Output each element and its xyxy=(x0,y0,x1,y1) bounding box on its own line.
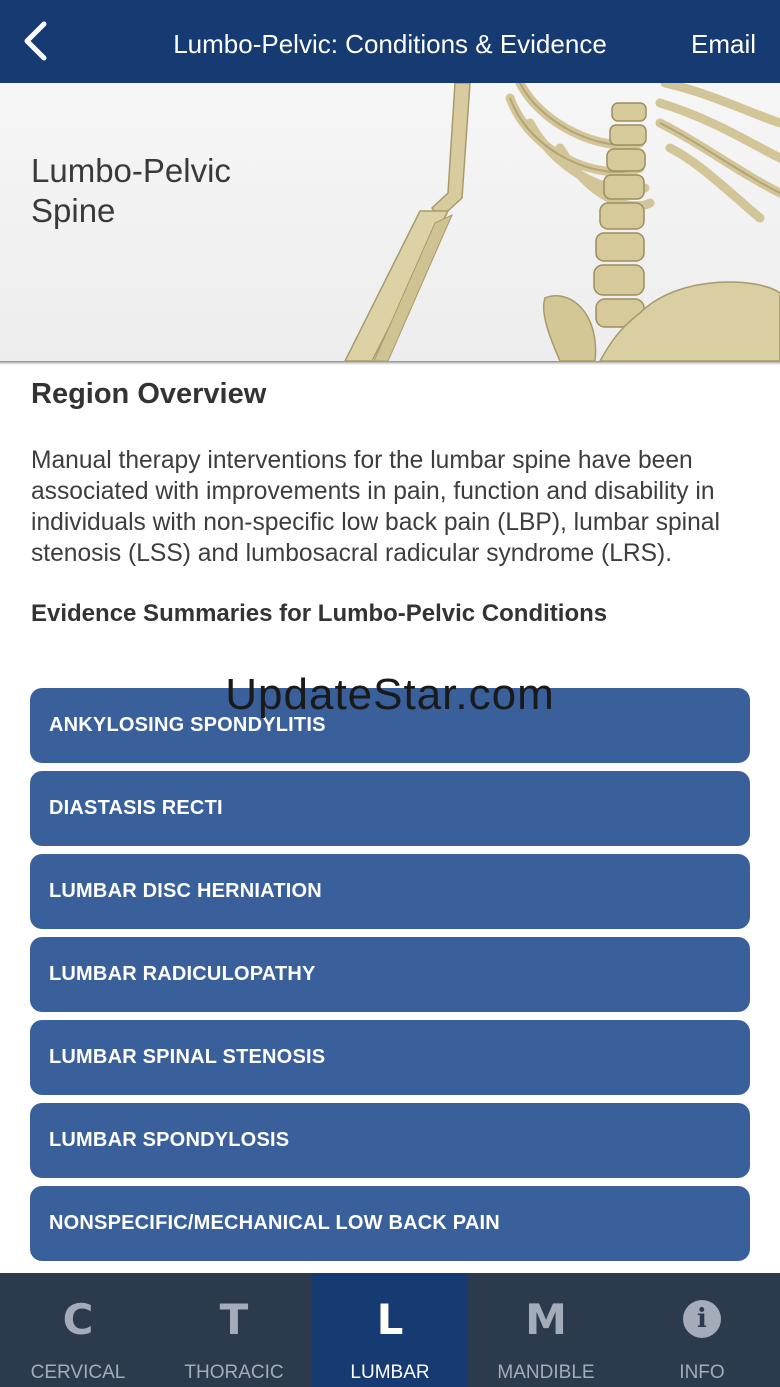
info-icon: i xyxy=(683,1300,721,1338)
tab-cervical[interactable] xyxy=(0,1273,156,1387)
tab-label: LUMBAR xyxy=(350,1362,430,1383)
region-title: Lumbo-Pelvic Spine xyxy=(31,152,231,229)
hero-banner xyxy=(0,83,780,361)
tab-thoracic[interactable] xyxy=(156,1273,312,1387)
condition-button-lumbar-radiculopathy[interactable]: LUMBAR RADICULOPATHY xyxy=(30,937,750,1012)
conditions-list xyxy=(30,688,750,1269)
tab-lumbar[interactable] xyxy=(312,1273,468,1387)
condition-button-lumbar-spondylosis[interactable]: LUMBAR SPONDYLOSIS xyxy=(30,1103,750,1178)
chevron-left-icon xyxy=(18,18,58,66)
tab-mandible[interactable] xyxy=(468,1273,624,1387)
tab-bar xyxy=(0,1273,780,1387)
thoracic-t-icon: T xyxy=(219,1295,249,1344)
tab-label: CERVICAL xyxy=(30,1362,126,1383)
condition-button-lumbar-disc-herniation[interactable]: LUMBAR DISC HERNIATION xyxy=(30,854,750,929)
navigation-bar xyxy=(0,0,780,83)
condition-button-diastasis-recti[interactable]: DIASTASIS RECTI xyxy=(30,771,750,846)
mandible-m-icon: M xyxy=(525,1295,567,1344)
cervical-c-icon: C xyxy=(62,1295,94,1344)
condition-button-lumbar-spinal-stenosis[interactable]: LUMBAR SPINAL STENOSIS xyxy=(30,1020,750,1095)
page-title: Lumbo-Pelvic: Conditions & Evidence xyxy=(173,29,607,59)
watermark: UpdateStar.com xyxy=(225,670,555,719)
region-overview-section xyxy=(31,372,751,628)
hero-divider xyxy=(0,361,780,365)
tab-label: INFO xyxy=(679,1362,725,1383)
tab-label: MANDIBLE xyxy=(497,1362,595,1383)
tab-info[interactable] xyxy=(624,1273,780,1387)
tab-label: THORACIC xyxy=(184,1362,284,1383)
condition-button-ankylosing-spondylitis[interactable]: ANKYLOSING SPONDYLITIS xyxy=(30,688,750,763)
email-button[interactable]: Email xyxy=(690,29,756,59)
evidence-summaries-heading: Evidence Summaries for Lumbo-Pelvic Conditions xyxy=(31,600,608,627)
back-button[interactable] xyxy=(18,18,58,66)
condition-button-nonspecific-low-back-pain[interactable]: NONSPECIFIC/MECHANICAL LOW BACK PAIN xyxy=(30,1186,750,1261)
lumbar-l-icon: L xyxy=(376,1295,404,1344)
region-overview-heading: Region Overview xyxy=(31,378,267,410)
region-overview-text: Manual therapy interventions for the lumbar spine have been associated with improvements in pain, function and disability in individuals with non-specific low back pain (LBP), lumbar spinal stenosis (LSS) and lumbosacral radicular syndrome (LRS). xyxy=(31,447,720,567)
